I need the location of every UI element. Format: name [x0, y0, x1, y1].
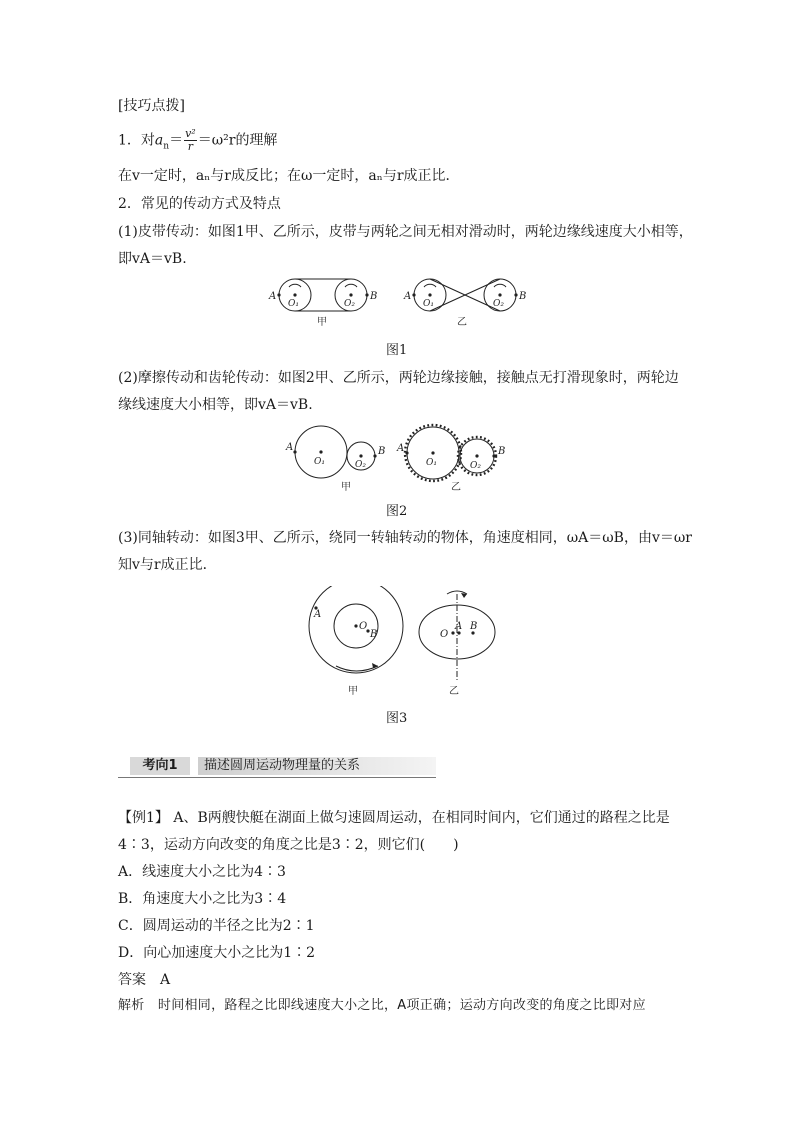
fig1-label-b-right: B [519, 291, 527, 302]
topic-bar [118, 757, 436, 778]
option-c: C．圆周运动的半径之比为2∶1 [118, 918, 315, 934]
fig1-label-jia: 甲 [317, 317, 327, 327]
figure-3-coaxial [296, 586, 512, 698]
fig3-label-jia: 甲 [348, 686, 358, 697]
point1-prefix: 1．对 [118, 132, 155, 149]
point1-suffix: 的理解 [235, 132, 278, 149]
fig1-o2-right: O₂ [493, 299, 504, 309]
answer: 答案 A [118, 972, 171, 988]
fraction [184, 128, 197, 153]
topic-tag: 考向1 [130, 757, 190, 775]
belt-line-2: 即vA＝vB. [118, 251, 187, 267]
fig2-o2-left: O₂ [355, 460, 366, 470]
coaxial-line-1: (3)同轴转动：如图3甲、乙所示，绕同一转轴转动的物体，角速度相同，ωA＝ωB，由v＝ωr [118, 530, 692, 546]
equals-2: ＝ω²r [197, 132, 236, 149]
point1-line [118, 128, 277, 156]
fig2-o1-right: O₁ [426, 458, 437, 468]
fig1-o2-left: O₂ [344, 299, 355, 309]
fig3-label-a-right: A [455, 621, 463, 632]
fraction-denominator: r [187, 140, 194, 153]
an-symbol: a [154, 132, 164, 149]
fig3-label-b-left: B [370, 629, 378, 640]
fig2-label-a-right: A [397, 443, 405, 454]
belt-line-1: (1)皮带传动：如图1甲、乙所示，皮带与两轮之间无相对滑动时，两轮边缘线速度大小相等， [118, 224, 693, 240]
fig2-label-yi: 乙 [451, 482, 461, 492]
option-b: B．角速度大小之比为3∶4 [118, 891, 287, 907]
fig2-label-b-right: B [498, 446, 506, 457]
fig1-o1-left: O₁ [288, 299, 299, 309]
fig1-label-b-left: B [370, 291, 378, 302]
fig1-label-a-left: A [269, 291, 277, 302]
fig2-o2-right: O₂ [470, 461, 481, 471]
friction-line-2: 缘线速度大小相等，即vA＝vB. [118, 397, 313, 413]
fig3-label-yi: 乙 [449, 686, 459, 697]
fig1-label-yi: 乙 [457, 317, 467, 327]
friction-line-1: (2)摩擦传动和齿轮传动：如图2甲、乙所示，两轮边缘接触，接触点无打滑现象时，两轮边 [118, 370, 679, 386]
topic-title: 描述圆周运动物理量的关系 [198, 757, 436, 775]
fig3-label-o-left: O [359, 621, 368, 632]
fig3-label-b-right: B [470, 621, 478, 632]
fig2-label-a-left: A [286, 442, 294, 453]
fig2-label-jia: 甲 [341, 482, 351, 492]
figure-2-friction-gear [285, 418, 515, 492]
option-a: A．线速度大小之比为4∶3 [118, 864, 286, 880]
fig3-caption: 图3 [386, 711, 408, 726]
fraction-numerator: v² [185, 127, 196, 140]
example-line-1: 【例1】 A、B两艘快艇在湖面上做匀速圆周运动，在相同时间内，它们通过的路程之比是 [118, 810, 670, 826]
fig2-o1-left: O₁ [314, 457, 325, 467]
fig1-label-a-right: A [404, 291, 412, 302]
coaxial-line-2: 知v与r成正比． [118, 557, 217, 573]
fig1-o1-right: O₁ [423, 299, 434, 309]
fig3-label-o-right: O [440, 629, 449, 640]
fig1-caption: 图1 [386, 343, 408, 358]
an-subscript: n [163, 141, 170, 152]
point2-heading: 2．常见的传动方式及特点 [118, 196, 281, 212]
option-d: D．向心加速度大小之比为1∶2 [118, 945, 316, 961]
equals-1: ＝ [169, 132, 184, 149]
example-line-2: 4∶3，运动方向改变的角度之比是3∶2，则它们( ) [118, 837, 459, 853]
fig2-label-b-left: B [378, 446, 386, 457]
figure-1-belt-drive [265, 275, 535, 327]
analysis: 解析 时间相同，路程之比即线速度大小之比，A项正确；运动方向改变的角度之比即对应 [118, 998, 646, 1013]
section-heading: [技巧点拨] [118, 98, 185, 114]
point1-text: 在v一定时，aₙ与r成反比；在ω一定时，aₙ与r成正比． [118, 168, 460, 184]
fig3-label-a-left: A [314, 609, 322, 620]
fig2-caption: 图2 [386, 504, 408, 519]
